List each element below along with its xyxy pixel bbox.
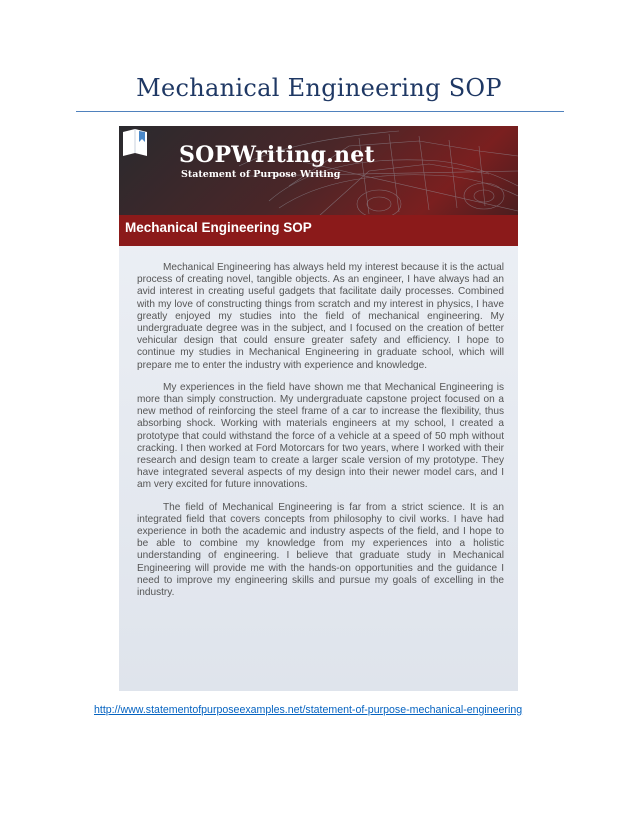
sop-image xyxy=(119,126,518,691)
paragraph: My experiences in the field have shown me that Mechanical Engineering is more than simply construction. My undergraduate capstone project focused on a new method of reinforcing the steel frame of a car to increase the flexibility, thus absorbing shock. Working with materials engineers at my school, I created a prototype that could withstand the force of a vehicle at a speed of 50 mph without cracking. I then worked at Ford Motorcars for two years, where I worked with their research and design team to create a larger scale version of my prototype. They have integrated several aspects of my design into their newer model cars, and I am very excited for future innovations. xyxy=(137,381,504,491)
book-bookmark-icon xyxy=(119,126,151,160)
paragraph: The field of Mechanical Engineering is far from a strict science. It is an integrated field that covers concepts from philosophy to civil works. I have had experience in both the academic and industry aspects of the field, and I hope to be able to combine my knowledge from my experiences into a holistic understanding of engineering. I believe that graduate study in Mechanical Engineering will provide me with the hands-on opportunities and the guidance I need to improve my engineering skills and pursue my goals of excelling in the industry. xyxy=(137,501,504,599)
brand-tagline: Statement of Purpose Writing xyxy=(181,169,341,180)
document-title: Mechanical Engineering SOP xyxy=(136,74,502,102)
paragraph: Mechanical Engineering has always held my interest because it is the actual process of creating novel, tangible objects. As an engineer, I have always had an avid interest in creating useful gadgets that facilitate daily processes. Combined with my love of constructing things from scratch and my interest in physics, I have greatly enjoyed my studies into the field of mechanical engineering. My undergraduate degree was in the subject, and I focused on the creation of better vehicular design that could ensure greater safety and efficiency. I hope to continue my studies in Mechanical Engineering in graduate school, which will prepare me to enter the industry with experience and knowledge. xyxy=(137,262,504,371)
banner xyxy=(119,126,518,246)
title-underline xyxy=(76,111,564,112)
sop-body xyxy=(137,262,504,609)
brand-name: SOPWriting.net xyxy=(179,142,375,168)
source-link[interactable]: http://www.statementofpurposeexamples.net/statement-of-purpose-mechanical-engineering xyxy=(94,704,523,716)
banner-title: Mechanical Engineering SOP xyxy=(125,220,312,235)
